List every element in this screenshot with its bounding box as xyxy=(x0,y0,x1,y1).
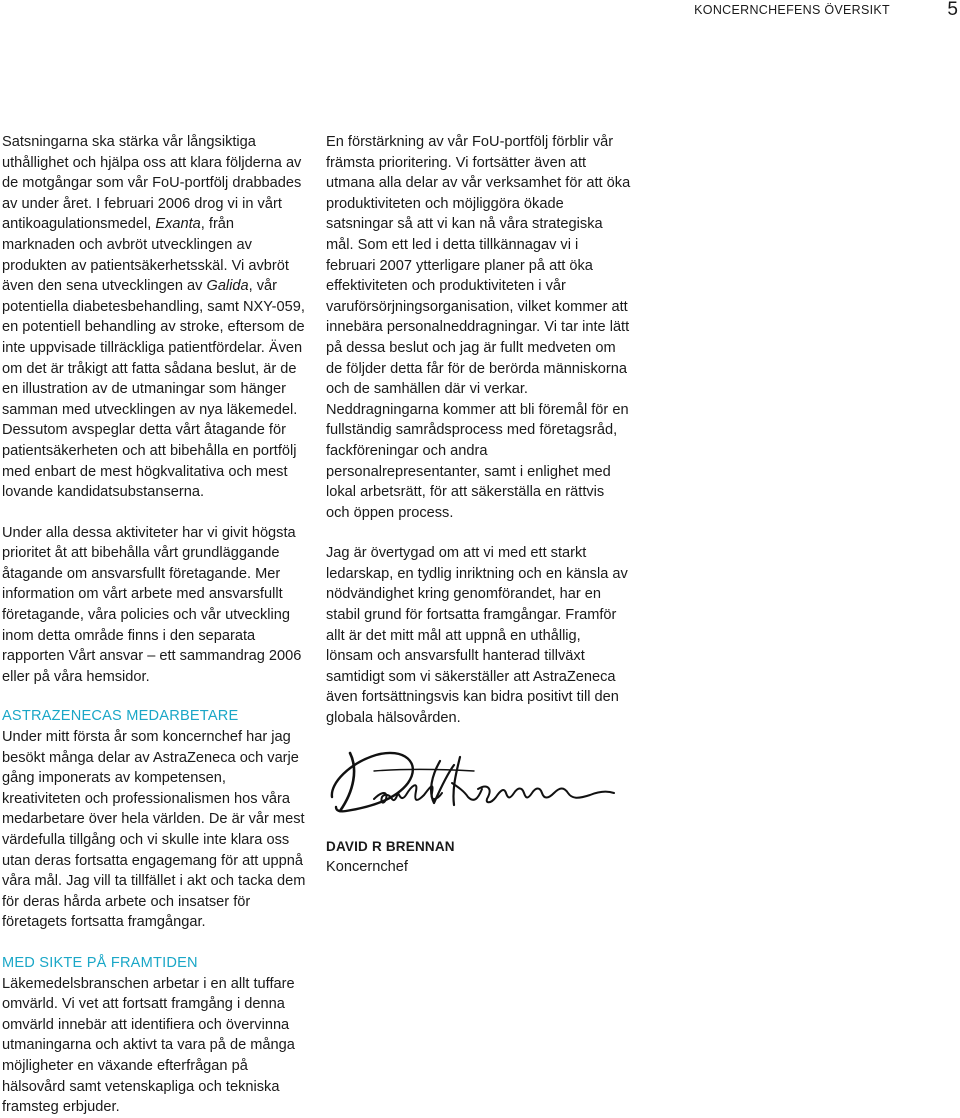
signatory-name: DAVID R BRENNAN xyxy=(326,838,455,854)
page-number: 5 xyxy=(947,0,958,20)
section-heading-employees: ASTRAZENECAS MEDARBETARE xyxy=(2,708,239,725)
section-title: KONCERNCHEFENS ÖVERSIKT xyxy=(694,3,890,17)
handwritten-signature xyxy=(328,741,618,823)
future-paragraph: Läkemedelsbranschen arbetar i en allt tuffare omvärld. Vi vet att fortsatt framgång i denna omvärld innebär att identifiera och övervinna utmaningarna och aktivt ta vara på de många möjligheter en växande efterfrågan på hälsovård samt vetenskapliga och tekniska framsteg erbjuder. xyxy=(2,975,295,1116)
leadership-paragraph: Jag är övertygad om att vi med ett starkt ledarskap, en tydlig inriktning och en känsla av nödvändighet kring genomförandet, har en stabil grund för fortsatta framgångar. Framför allt är det mitt mål att uppnå en uthållig, lönsam och ansvarsfullt hanterad tillväxt samtidigt som vi säkerställer att AstraZeneca även fortsättningsvis kan bidra positivt till den globala hälsovården. xyxy=(326,545,628,727)
intro-text-1: Satsningarna ska stärka vår långsiktiga uthållighet och hjälpa oss att klara följderna av de motgångar som vår FoU-portfölj drabbades av under året. I februari 2006 drog vi in vårt antikoagulationsmedel, xyxy=(2,134,302,233)
product-name-galida: Galida xyxy=(206,278,249,295)
product-name-exanta: Exanta xyxy=(155,216,201,233)
rd-portfolio-paragraph: En förstärkning av vår FoU-portfölj förblir vår främsta prioritering. Vi fortsätter även att utmana alla delar av vår verksamhet för att öka produktiviteten och möjliggöra ökade satsningar så att vi kan nå våra strategiska mål. Som ett led i detta tillkännagav vi i februari 2007 ytterligare planer på att öka effektiviteten och produktiviteten i vår varuförsörjningsorganisation, vilket kommer att innebära personalneddragningar. Vi tar inte lätt på dessa beslut och jag är fullt medveten om de följder detta får för de berörda människorna och de samhällen där vi verkar. Neddragningarna kommer att bli föremål för en fullständig samrådsprocess med företagsråd, fackföreningar och andra personalrepresentanter, samt i enlighet med lokal arbetsrätt, för att säkerställa en rättvis och öppen process. xyxy=(326,134,631,521)
signatory-title: Koncernchef xyxy=(326,858,408,875)
right-column xyxy=(326,132,631,877)
employees-paragraph: Under mitt första år som koncernchef har jag besökt många delar av AstraZeneca och varje gång imponerats av kompetensen, kreativiteten och professionalismen hos våra medarbetare över hela världen. De är vår mest värdefulla tillgång och vi skulle inte klara oss utan deras fortsatta engagemang för att uppnå våra mål. Jag vill ta tillfället i akt och tacka dem för deras hårda arbete och insatser för företagets fortsatta framgångar. xyxy=(2,729,306,931)
section-heading-future: MED SIKTE PÅ FRAMTIDEN xyxy=(2,954,198,971)
responsibility-paragraph: Under alla dessa aktiviteter har vi givit högsta prioritet åt att bibehålla vårt grundläggande åtagande om ansvarsfullt företagande. Mer information om vårt arbete med ansvarsfullt företagande, våra policies och vår utveckling inom detta område finns i den separata rapporten Vårt ansvar – ett sammandrag 2006 eller på våra hemsidor. xyxy=(2,524,302,685)
intro-text-3: , vår potentiella diabetesbehandling, samt NXY-059, en potentiell behandling av stroke, eftersom de inte uppvisade tillräckliga patientfördelar. Även om det är tråkigt att fatta sådana beslut, är de en illustration av de utmaningar som hänger samman med utvecklingen av nya läkemedel. Dessutom avspeglar detta vårt åtagande för patientsäkerheten och att bibehålla en portfölj med enbart de mest högkvalitativa och mest lovande kandidatsubstanserna. xyxy=(2,278,305,501)
left-column xyxy=(2,132,307,1118)
intro-paragraph xyxy=(2,132,307,503)
intro-text-2: , från marknaden och avbröt utvecklingen av produkten av patientsäkerhetsskäl. Vi avbröt även den sena utvecklingen av xyxy=(2,216,289,295)
